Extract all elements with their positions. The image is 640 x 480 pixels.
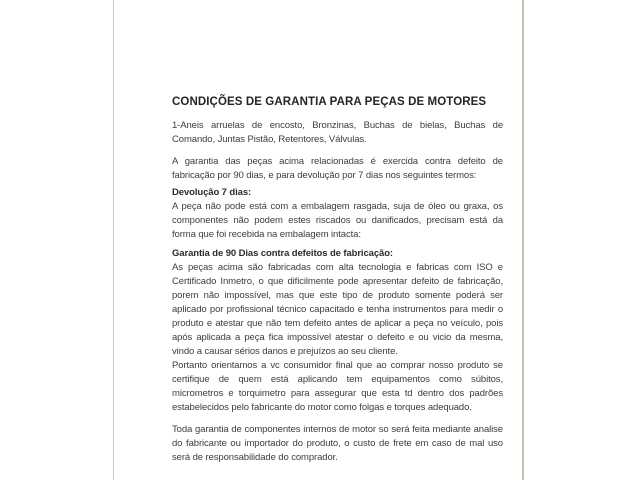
parts-list-paragraph: 1-Aneis arruelas de encosto, Bronzinas, Buchas de bielas, Buchas de Comando, Juntas Pistão, Retentores, Válvulas. xyxy=(172,120,503,145)
document-body xyxy=(172,95,503,465)
page-title: CONDIÇÕES DE GARANTIA PARA PEÇAS DE MOTORES xyxy=(172,96,487,108)
closing-paragraph: Toda garantia de componentes internos de motor so será feita mediante analise do fabricante ou importador do produto, o custo de frete em caso de mal uso será de responsabilidade do comprador. xyxy=(172,424,503,463)
page-border-left-line xyxy=(113,0,114,480)
warranty-90-heading: Garantia de 90 Dias contra defeitos de fabricação: xyxy=(172,248,393,259)
devolution-paragraph: A peça não pode está com a embalagem rasgada, suja de óleo ou graxa, os componentes não podem estes riscados ou danificados, precisam está da forma que foi recebida na embalagem intacta: xyxy=(172,201,503,240)
page-border-right-line xyxy=(522,0,524,480)
devolution-heading: Devolução 7 dias: xyxy=(172,187,252,198)
warranty-90-paragraph-2: Portanto orientamos a vc consumidor final que ao comprar nosso produto se certifique de quem está aplicando tem equipamentos como súbitos, micrometros e torquimetro para assegurar que esta td dentro dos padrões estabelecidos pelo fabricante do motor como folgas e torques adequado. xyxy=(172,360,503,413)
warranty-summary-paragraph: A garantia das peças acima relacionadas é exercida contra defeito de fabricação por 90 dias, e para devolução por 7 dias nos seguintes termos: xyxy=(172,156,503,181)
warranty-90-paragraph-1: As peças acima são fabricadas com alta tecnologia e fabricas com ISO e Certificado Inmetro, o que dificilmente pode apresentar defeito de fabricação, porem não impossível, mas que este tipo de produto somente poderá ser aplicado por profissional técnico capacitado e tenha instrumentos para medir o produto e atestar que não tem defeito antes de aplicar a peça no veículo, pois após aplicada a peça fica impossível atestar o defeito e ou vicio da mesma, vindo a causar sérios danos e prejuízos ao seu cliente. xyxy=(172,262,503,357)
